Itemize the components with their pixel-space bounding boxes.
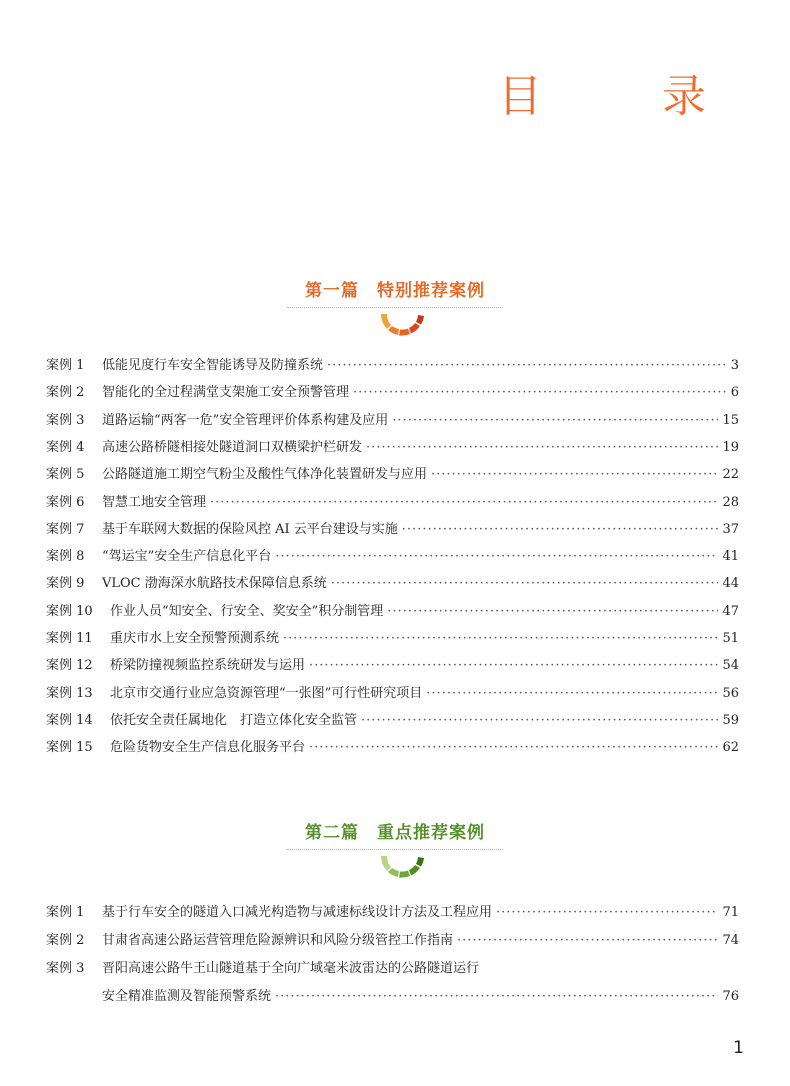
toc-entry-title: 智能化的全过程满堂支架施工安全预警管理 <box>102 385 350 401</box>
dot-leader <box>327 356 727 376</box>
toc-entry-page: 74 <box>722 933 739 948</box>
toc-entry <box>46 629 739 649</box>
toc-entry-page: 3 <box>730 358 739 373</box>
toc-entry-title: 公路隧道施工期空气粉尘及酸性气体净化装置研发与应用 <box>102 467 428 483</box>
toc-entry-number: 案例 4 <box>46 439 85 455</box>
toc-entry-title: 危险货物安全生产信息化服务平台 <box>110 740 306 756</box>
toc-entry-number: 案例 10 <box>46 603 93 619</box>
part1-heading-rule <box>287 307 503 308</box>
dot-leader <box>426 684 718 704</box>
toc-entry-page: 47 <box>722 603 739 619</box>
toc-entry-title: 重庆市水上安全预警预测系统 <box>110 631 280 646</box>
toc-entry-title: 智慧工地安全管理 <box>102 494 207 510</box>
toc-entry-page: 76 <box>722 989 739 1004</box>
toc-entry <box>46 493 739 513</box>
toc-entry <box>46 602 739 622</box>
toc-entry-page: 15 <box>722 412 739 428</box>
toc-entry-number: 案例 11 <box>46 631 93 646</box>
dot-leader <box>353 383 727 403</box>
dot-leader <box>392 411 718 431</box>
toc-entry-title: 桥梁防撞视频监控系统研发与运用 <box>110 658 306 674</box>
toc-entry-title: 北京市交通行业应急资源管理“一张图”可行性研究项目 <box>110 685 423 701</box>
dot-leader <box>331 574 719 594</box>
toc-entry <box>46 574 739 594</box>
dot-leader <box>496 903 718 923</box>
dot-leader <box>361 711 718 731</box>
toc-entry-page: 28 <box>722 494 739 510</box>
toc-entry <box>46 987 739 1007</box>
toc-entry <box>46 711 739 731</box>
toc-entry-title: 基于行车安全的隧道入口减光构造物与减速标线设计方法及工程应用 <box>102 905 493 920</box>
toc-entry <box>46 465 739 485</box>
part2-heading-rule <box>287 849 503 850</box>
toc-entry-number: 案例 3 <box>46 412 85 428</box>
toc-entry <box>46 547 739 567</box>
toc-entry-page: 51 <box>722 631 739 646</box>
toc-entry-number: 案例 1 <box>46 358 85 373</box>
toc-entry <box>46 438 739 458</box>
toc-entry-title: “驾运宝”安全生产信息化平台 <box>102 549 272 565</box>
toc-entry-title-continuation: 安全精准监测及智能预警系统 <box>102 989 272 1004</box>
toc-entry-number: 案例 9 <box>46 576 85 592</box>
toc-entry-number: 案例 15 <box>46 740 93 756</box>
toc-entry-page: 41 <box>722 549 739 565</box>
fan-ornament-icon <box>365 310 425 340</box>
toc-entry-number: 案例 8 <box>46 549 85 565</box>
toc-entry <box>46 931 739 951</box>
toc-entry-title: 道路运输“两客一危”安全管理评价体系构建及应用 <box>102 412 389 428</box>
toc-entry <box>46 383 739 403</box>
toc-entry-title: VLOC 渤海深水航路技术保障信息系统 <box>102 576 327 592</box>
toc-entry-page: 6 <box>730 385 739 401</box>
toc-entry-page: 19 <box>722 439 739 455</box>
toc-entry <box>46 356 739 376</box>
dot-leader <box>309 738 718 758</box>
toc-entry-title: 甘肃省高速公路运营管理危险源辨识和风险分级管控工作指南 <box>102 933 454 948</box>
dot-leader <box>309 656 718 676</box>
toc-entry-page: 62 <box>722 740 739 756</box>
part1-heading <box>0 276 790 340</box>
dot-leader <box>283 629 718 649</box>
dot-leader <box>366 438 718 458</box>
toc-entry <box>46 411 739 431</box>
toc-entry-number: 案例 1 <box>46 905 85 920</box>
dot-leader <box>275 547 718 567</box>
toc-entry-title: 依托安全责任属地化 打造立体化安全监管 <box>110 712 358 728</box>
dot-leader <box>387 602 718 622</box>
toc-entry-page: 54 <box>722 658 739 674</box>
toc-entry-number: 案例 3 <box>46 961 85 976</box>
toc-entry-title: 低能见度行车安全智能诱导及防撞系统 <box>102 358 324 373</box>
toc-entry-number: 案例 5 <box>46 467 85 483</box>
toc-entry-title: 作业人员“知安全、行安全、奖安全”积分制管理 <box>110 603 384 619</box>
toc-entry-title: 晋阳高速公路牛王山隧道基于全向广域毫米波雷达的公路隧道运行 <box>102 961 480 976</box>
fan-ornament-icon <box>365 852 425 882</box>
toc-entry-number: 案例 13 <box>46 685 93 701</box>
part2-heading-label: 第二篇 重点推荐案例 <box>305 823 485 843</box>
toc-entry-number: 案例 2 <box>46 933 85 948</box>
dot-leader <box>210 493 718 513</box>
dot-leader <box>431 465 718 485</box>
toc-entry-page: 22 <box>722 467 739 483</box>
part1-heading-label: 第一篇 特别推荐案例 <box>305 281 485 301</box>
part2-heading <box>0 818 790 882</box>
toc-entry-page: 37 <box>722 521 739 537</box>
toc-entry-number: 案例 7 <box>46 521 85 537</box>
toc-entry-title: 基于车联网大数据的保险风控 AI 云平台建设与实施 <box>102 521 398 537</box>
toc-entry-number: 案例 2 <box>46 385 85 401</box>
toc-entry <box>46 738 739 758</box>
toc-title: 目 录 <box>498 71 744 122</box>
page-number: 1 <box>733 1038 744 1058</box>
toc-entry-page: 56 <box>722 685 739 701</box>
toc-entry <box>46 684 739 704</box>
toc-entry <box>46 656 739 676</box>
toc-entry <box>46 903 739 923</box>
dot-leader <box>275 987 718 1007</box>
toc-entry-page: 59 <box>722 712 739 728</box>
toc-entry-number: 案例 6 <box>46 494 85 510</box>
dot-leader <box>402 520 719 540</box>
dot-leader <box>457 931 718 951</box>
toc-entry-page: 44 <box>722 576 739 592</box>
toc-entry-number: 案例 14 <box>46 712 93 728</box>
toc-entry-number: 案例 12 <box>46 658 93 674</box>
toc-entry-page: 71 <box>722 905 739 920</box>
toc-entry-title: 高速公路桥隧相接处隧道洞口双横梁护栏研发 <box>102 439 363 455</box>
toc-entry <box>46 520 739 540</box>
